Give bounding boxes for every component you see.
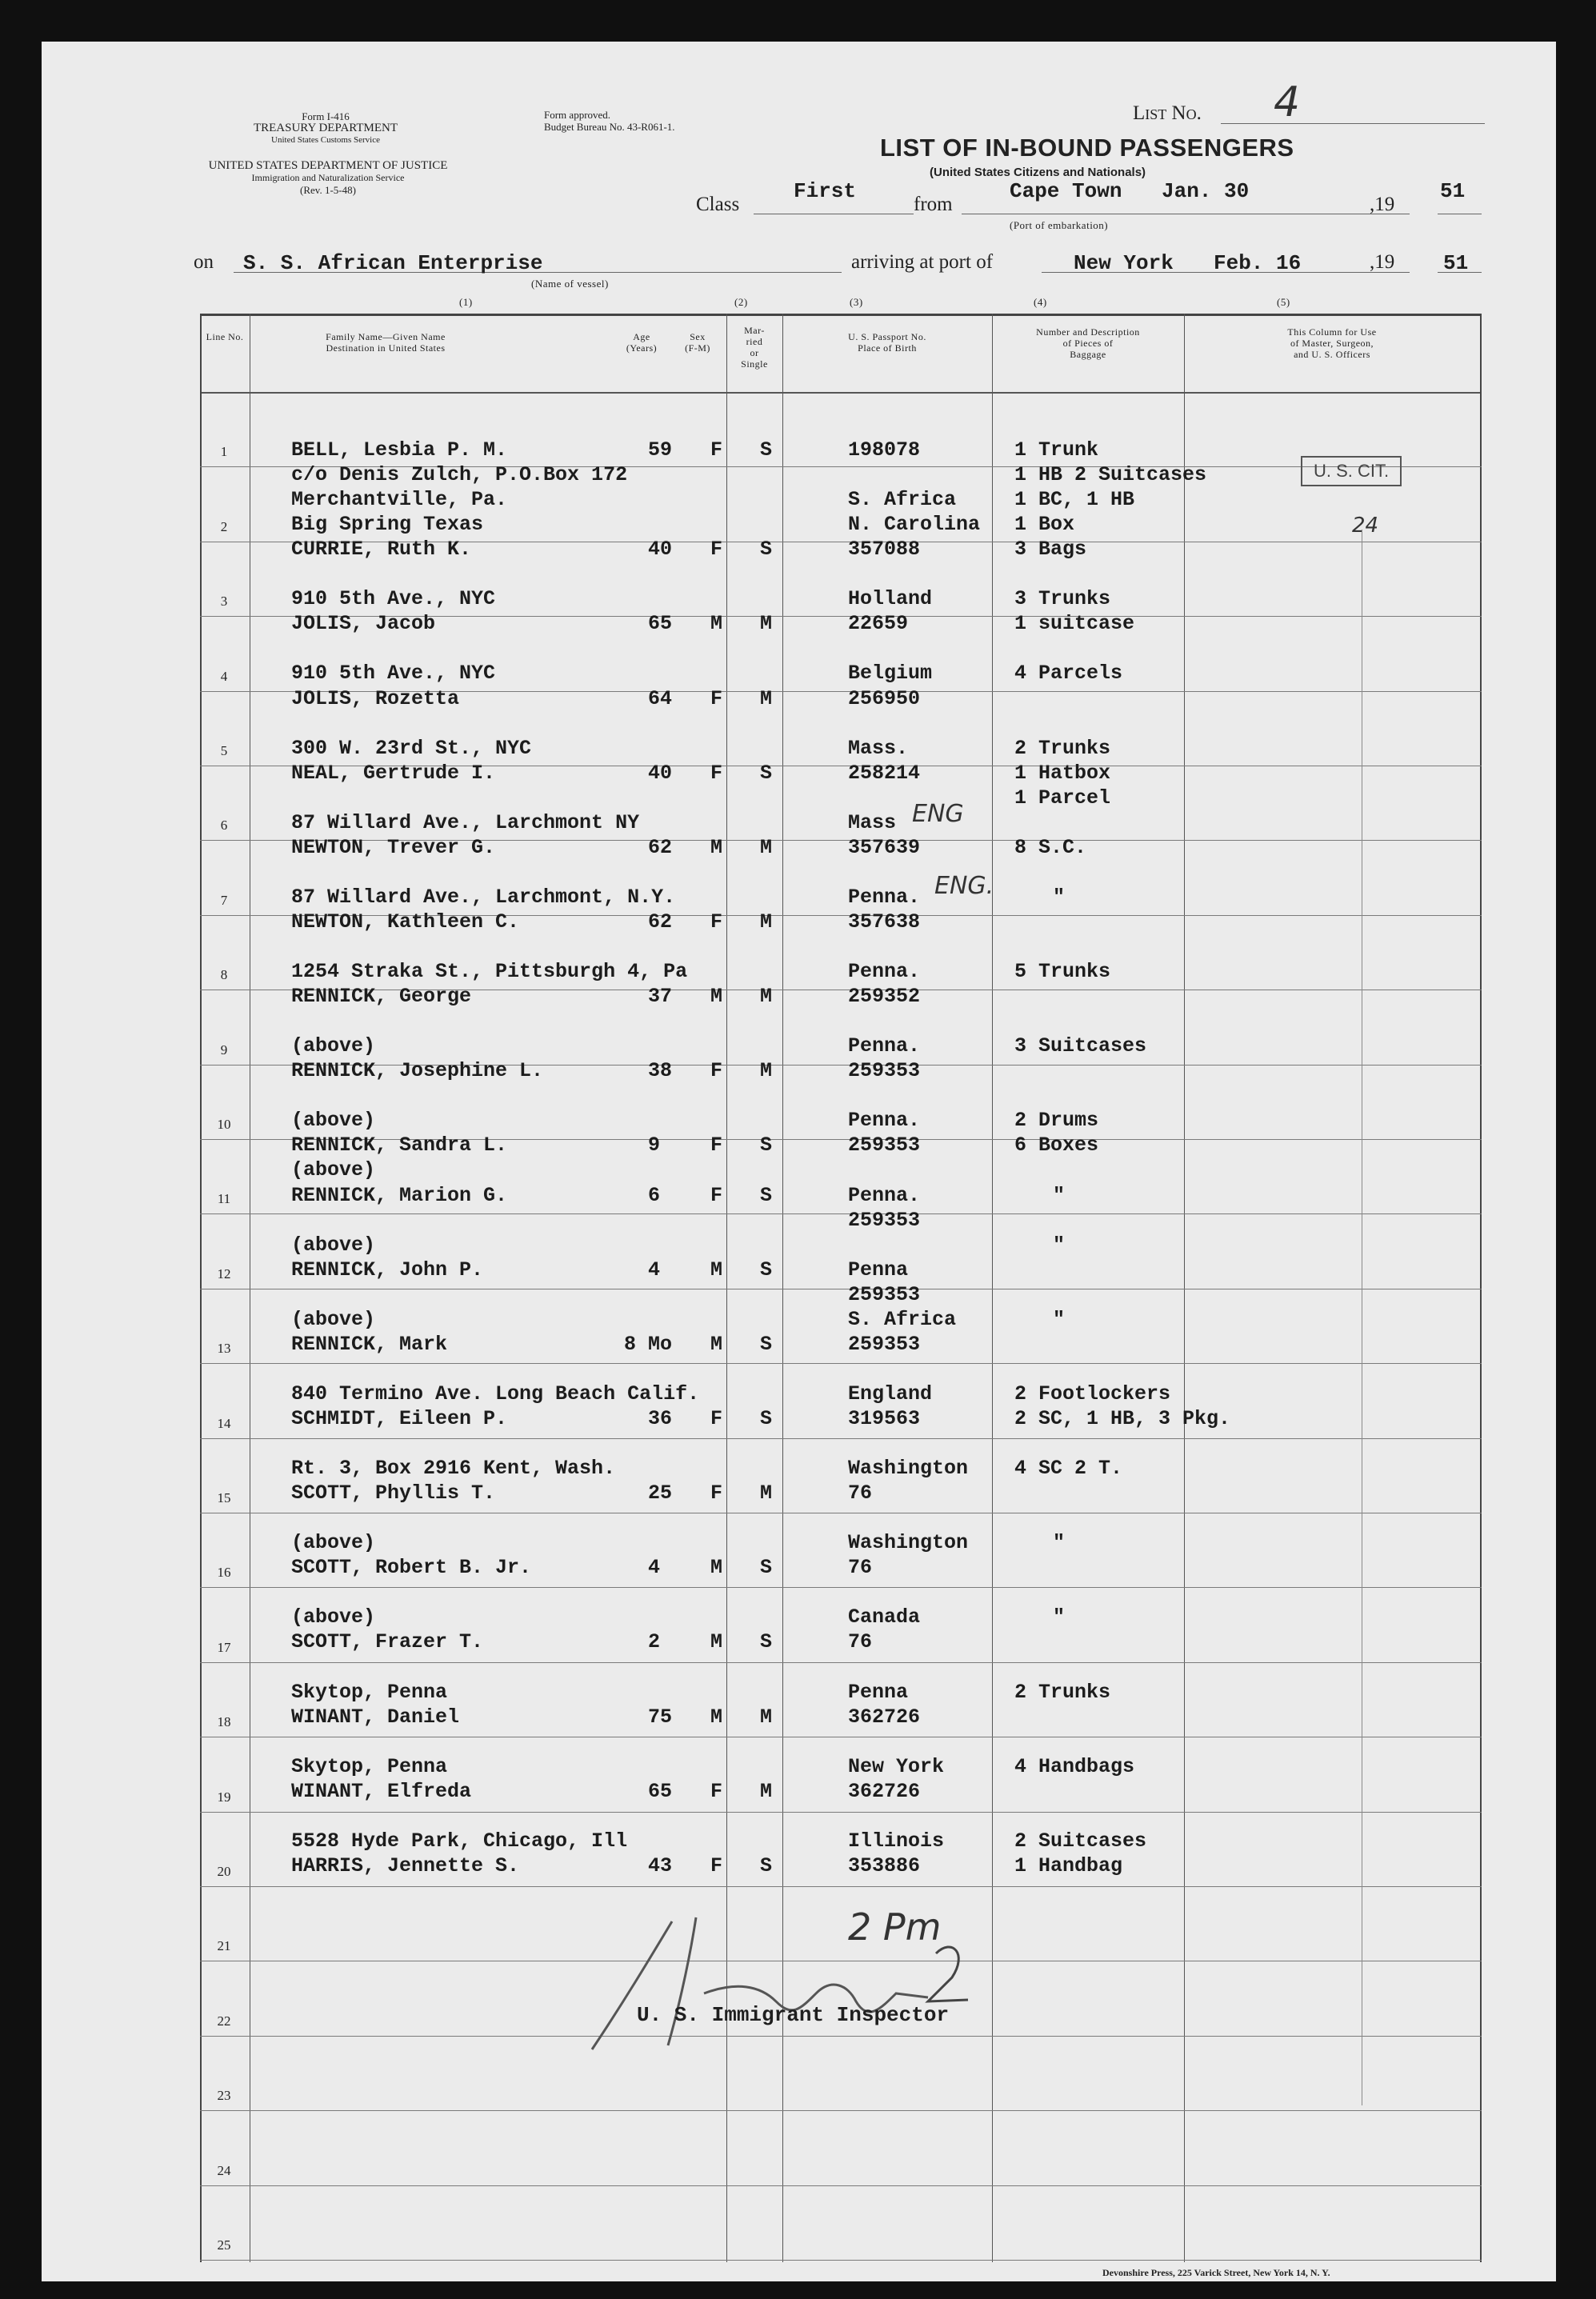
destination: (above): [291, 1109, 376, 1133]
passport-or-birthplace: Holland: [848, 587, 933, 611]
col-header-passport-2: Place of Birth: [858, 342, 917, 354]
line-number: 16: [217, 1565, 231, 1581]
marital-status: M: [760, 1059, 773, 1083]
row-divider: [200, 1662, 1482, 1663]
baggage-item: 2 SC, 1 HB, 3 Pkg.: [1014, 1406, 1231, 1430]
sex: M: [710, 1705, 723, 1729]
departure-year-prefix: ,19: [1370, 194, 1395, 215]
baggage-item: 1 suitcase: [1014, 612, 1135, 636]
destination: 300 W. 23rd St., NYC: [291, 736, 532, 760]
header-bottom-border: [200, 392, 1482, 394]
passport-number: 76: [848, 1630, 873, 1654]
sex: F: [710, 1183, 723, 1207]
marital-status: S: [760, 438, 773, 462]
passenger-name: NEWTON, Kathleen C.: [291, 910, 520, 934]
sex: F: [710, 1481, 723, 1505]
col-header-married-1: Mar-: [744, 325, 765, 336]
baggage-item: 3 Suitcases: [1014, 1034, 1147, 1058]
col-header-age: [616, 331, 667, 354]
sex: F: [710, 1059, 723, 1083]
baggage-item: 1 HB 2 Suitcases: [1014, 463, 1207, 487]
line-number: 7: [220, 892, 228, 908]
page-subtitle: (United States Citizens and Nationals): [930, 166, 1146, 179]
arrival-year: 51: [1443, 251, 1469, 275]
line-number: 4: [220, 668, 228, 684]
treasury-dept: TREASURY DEPARTMENT: [253, 122, 398, 134]
baggage-item: 3 Trunks: [1014, 587, 1111, 611]
age: 2: [648, 1630, 661, 1654]
marital-status: M: [760, 1779, 773, 1803]
col-header-baggage: [992, 326, 1184, 360]
age: 64: [648, 686, 673, 710]
line-number: 19: [217, 1789, 231, 1805]
table-top-border: [200, 314, 1482, 316]
passenger-name: WINANT, Elfreda: [291, 1779, 472, 1803]
col-header-name-2: Destination in United States: [326, 342, 446, 354]
passenger-name: JOLIS, Jacob: [291, 612, 436, 636]
age: 38: [648, 1059, 673, 1083]
col-header-officers-2: of Master, Surgeon,: [1290, 338, 1374, 349]
baggage-item: 2 Trunks: [1014, 736, 1111, 760]
col-header-married-2: ried: [746, 336, 763, 347]
baggage-item: 6 Boxes: [1014, 1134, 1099, 1157]
passenger-name: BELL, Lesbia P. M.: [291, 438, 508, 462]
line-number: 8: [220, 967, 228, 983]
line-number: 24: [217, 2162, 231, 2178]
form-id-block: [194, 110, 458, 146]
marital-status: M: [760, 910, 773, 934]
passport-or-birthplace: Washington: [848, 1457, 969, 1481]
form-approval: [544, 109, 675, 133]
vessel-caption: (Name of vessel): [531, 278, 609, 290]
sex: F: [710, 1779, 723, 1803]
baggage-item: ": [1053, 1307, 1066, 1331]
sex: F: [710, 1853, 723, 1877]
passport-number: 357638: [848, 910, 921, 934]
col-header-sex-1: Sex: [690, 331, 706, 342]
sex: M: [710, 1556, 723, 1580]
marital-status: M: [760, 1705, 773, 1729]
sex: F: [710, 1406, 723, 1430]
line-number: 9: [220, 1042, 228, 1058]
age: 65: [648, 612, 673, 636]
line-number: 1: [220, 444, 228, 460]
marital-status: M: [760, 612, 773, 636]
destination: Rt. 3, Box 2916 Kent, Wash.: [291, 1457, 616, 1481]
line-number: 14: [217, 1415, 231, 1431]
passenger-name: NEAL, Gertrude I.: [291, 761, 496, 785]
destination: (above): [291, 1034, 376, 1058]
marital-status: M: [760, 985, 773, 1009]
sex: M: [710, 1332, 723, 1356]
on-label: on: [194, 251, 214, 273]
passport-or-birthplace: Belgium: [848, 662, 933, 686]
signature-note: 2 Pm: [848, 1905, 942, 1949]
line-number: 25: [217, 2237, 231, 2253]
age: 40: [648, 538, 673, 562]
destination: 910 5th Ave., NYC: [291, 587, 496, 611]
row-divider: [200, 2260, 1482, 2261]
marital-status: M: [760, 686, 773, 710]
line-number: 10: [217, 1117, 231, 1132]
passenger-name: CURRIE, Ruth K.: [291, 538, 472, 562]
eng-correction-1: ENG: [912, 800, 964, 828]
passenger-name: RENNICK, John P.: [291, 1257, 484, 1281]
age: 62: [648, 910, 673, 934]
passenger-name: SCOTT, Robert B. Jr.: [291, 1556, 532, 1580]
line-number: 18: [217, 1714, 231, 1730]
line-number: 17: [217, 1639, 231, 1655]
ins-service: Immigration and Naturalization Service: [251, 172, 405, 183]
sex: M: [710, 1257, 723, 1281]
passport-number: 256950: [848, 686, 921, 710]
line-number: 2: [220, 518, 228, 534]
sex: F: [710, 686, 723, 710]
passenger-name: WINANT, Daniel: [291, 1705, 460, 1729]
destination: (above): [291, 1307, 376, 1331]
destination: Skytop, Penna: [291, 1754, 448, 1778]
list-number-value: 4: [1274, 78, 1301, 126]
destination: 87 Willard Ave., Larchmont NY: [291, 810, 640, 834]
line-number: 5: [220, 743, 228, 758]
col-header-line-no: [200, 331, 250, 342]
baggage-item: 2 Suitcases: [1014, 1829, 1147, 1853]
col-header-baggage-3: Baggage: [1070, 349, 1106, 360]
line-number: 23: [217, 2088, 231, 2104]
list-number-label: List No.: [1133, 102, 1202, 124]
passport-or-birthplace: England: [848, 1381, 933, 1405]
col-header-married: [726, 325, 782, 370]
age: 36: [648, 1406, 673, 1430]
row-divider: [200, 2185, 1482, 2186]
col-header-sex-2: (F-M): [685, 342, 710, 354]
justice-dept: UNITED STATES DEPARTMENT OF JUSTICE: [208, 159, 448, 172]
baggage-item: ": [1053, 1605, 1066, 1629]
destination: Skytop, Penna: [291, 1680, 448, 1704]
col-header-married-3: or: [750, 347, 759, 358]
sex: F: [710, 538, 723, 562]
passport-number: 259353: [848, 1332, 921, 1356]
passport-number: 357639: [848, 835, 921, 859]
col-header-name: [250, 331, 522, 354]
arriving-label: arriving at port of: [851, 251, 994, 273]
passport-or-birthplace: Illinois: [848, 1829, 945, 1853]
col-header-baggage-2: of Pieces of: [1062, 338, 1114, 349]
passport-or-birthplace: Penna.: [848, 960, 921, 984]
passport-or-birthplace: Penna: [848, 1257, 909, 1281]
passport-or-birthplace: 198078: [848, 438, 921, 462]
stamp-note: 24: [1352, 514, 1379, 538]
col-header-passport: [782, 331, 992, 354]
baggage-item: 1 BC, 1 HB: [1014, 488, 1135, 512]
baggage-item: ": [1053, 1531, 1066, 1555]
inspector-title: U. S. Immigrant Inspector: [637, 2003, 950, 2027]
sex: F: [710, 1134, 723, 1157]
age: 37: [648, 985, 673, 1009]
col-header-officers-3: and U. S. Officers: [1294, 349, 1370, 360]
sex: M: [710, 612, 723, 636]
passport-or-birthplace: Penna: [848, 1680, 909, 1704]
passenger-name: RENNICK, Josephine L.: [291, 1059, 544, 1083]
age: 65: [648, 1779, 673, 1803]
destination: (above): [291, 1158, 376, 1182]
destination: (above): [291, 1605, 376, 1629]
baggage-item: 1 Hatbox: [1014, 761, 1111, 785]
col-header-baggage-1: Number and Description: [1036, 326, 1140, 338]
baggage-item: 5 Trunks: [1014, 960, 1111, 984]
passport-or-birthplace: Penna.: [848, 1183, 921, 1207]
passport-number: 259353: [848, 1208, 921, 1232]
passenger-name: NEWTON, Trever G.: [291, 835, 496, 859]
destination: 910 5th Ave., NYC: [291, 662, 496, 686]
marital-status: M: [760, 1481, 773, 1505]
sex: F: [710, 761, 723, 785]
baggage-item: 1 Handbag: [1014, 1853, 1123, 1877]
departure-date: Jan. 30: [1162, 179, 1250, 203]
page-title: LIST OF IN-BOUND PASSENGERS: [880, 134, 1294, 162]
destination: 1254 Straka St., Pittsburgh 4, Pa: [291, 960, 688, 984]
baggage-item: 4 Parcels: [1014, 662, 1123, 686]
age: 40: [648, 761, 673, 785]
age: 62: [648, 835, 673, 859]
passport-number: 362726: [848, 1705, 921, 1729]
class-label: Class: [696, 194, 740, 215]
marital-status: S: [760, 1406, 773, 1430]
age: 25: [648, 1481, 673, 1505]
baggage-item: ": [1053, 1233, 1066, 1257]
line-number: 11: [217, 1191, 231, 1207]
passenger-name: SCOTT, Phyllis T.: [291, 1481, 496, 1505]
destination: 5528 Hyde Park, Chicago, Ill: [291, 1829, 628, 1853]
baggage-item: 1 Box: [1014, 513, 1075, 537]
passport-number: 76: [848, 1481, 873, 1505]
port-embark-caption: (Port of embarkation): [1010, 219, 1109, 231]
from-label: from: [914, 194, 953, 215]
age: 4: [648, 1257, 661, 1281]
form-approved: Form approved.: [544, 109, 611, 121]
marital-status: S: [760, 761, 773, 785]
eng-correction-2: ENG.: [934, 872, 994, 900]
passport-or-birthplace: S. Africa: [848, 1307, 957, 1331]
passport-or-birthplace: Penna.: [848, 885, 921, 909]
row-divider: [200, 1363, 1482, 1364]
passport-number: 259353: [848, 1134, 921, 1157]
baggage-item: ": [1053, 1183, 1066, 1207]
passport-or-birthplace: Washington: [848, 1531, 969, 1555]
row-divider: [200, 1438, 1482, 1439]
col-header-age-2: (Years): [626, 342, 658, 354]
baggage-item: 2 Footlockers: [1014, 1381, 1171, 1405]
destination: 87 Willard Ave., Larchmont, N.Y.: [291, 885, 676, 909]
destination: Merchantville, Pa.: [291, 488, 508, 512]
passport-number: 76: [848, 1556, 873, 1580]
departure-year: 51: [1440, 179, 1466, 203]
passport-number: 259353: [848, 1059, 921, 1083]
destination: c/o Denis Zulch, P.O.Box 172: [291, 463, 628, 487]
passport-or-birthplace: Canada: [848, 1605, 921, 1629]
passport-number: 258214: [848, 761, 921, 785]
passenger-name: HARRIS, Jennette S.: [291, 1853, 520, 1877]
sex: F: [710, 910, 723, 934]
line-number: 6: [220, 818, 228, 834]
destination: 840 Termino Ave. Long Beach Calif.: [291, 1381, 700, 1405]
destination: (above): [291, 1531, 376, 1555]
baggage-item: 4 SC 2 T.: [1014, 1457, 1123, 1481]
marital-status: S: [760, 1257, 773, 1281]
col-header-sex: [670, 331, 725, 354]
embark-port: Cape Town: [1010, 179, 1122, 203]
customs-service: United States Customs Service: [271, 135, 380, 145]
marital-status: S: [760, 1332, 773, 1356]
passenger-name: RENNICK, Sandra L.: [291, 1134, 508, 1157]
sex: M: [710, 985, 723, 1009]
justice-block: [192, 160, 464, 196]
line-number: 15: [217, 1490, 231, 1505]
passport-number: 259352: [848, 985, 921, 1009]
age: 9: [648, 1134, 661, 1157]
sex: M: [710, 1630, 723, 1654]
line-number: 12: [217, 1265, 231, 1281]
row-divider: [200, 2110, 1482, 2111]
baggage-item: 2 Trunks: [1014, 1680, 1111, 1704]
passport-or-birthplace: S. Africa: [848, 488, 957, 512]
age: 8 Mo: [624, 1332, 673, 1356]
col-num-2: (2): [734, 296, 748, 308]
baggage-item: 1 Parcel: [1014, 786, 1111, 810]
form-number: Form I-416: [302, 110, 350, 122]
baggage-item: 3 Bags: [1014, 538, 1087, 562]
passport-number: 357088: [848, 538, 921, 562]
col-header-passport-1: U. S. Passport No.: [848, 331, 926, 342]
row-divider: [200, 1587, 1482, 1588]
printer-imprint: Devonshire Press, 225 Varick Street, New York 14, N. Y.: [1102, 2267, 1330, 2278]
col-num-5: (5): [1277, 296, 1290, 308]
passport-number: 353886: [848, 1853, 921, 1877]
baggage-item: ": [1053, 885, 1066, 909]
us-citizen-stamp: U. S. CIT.: [1301, 456, 1402, 486]
marital-status: S: [760, 1183, 773, 1207]
class-value: First: [794, 179, 857, 203]
destination: (above): [291, 1233, 376, 1257]
marital-status: S: [760, 1556, 773, 1580]
passport-number: 319563: [848, 1406, 921, 1430]
arrival-date: Feb. 16: [1214, 251, 1302, 275]
col-header-officers: [1184, 326, 1480, 360]
line-number: 13: [217, 1341, 231, 1357]
arrival-port: New York: [1074, 251, 1174, 275]
col-num-1: (1): [459, 296, 473, 308]
line-number: 20: [217, 1864, 231, 1879]
age: 6: [648, 1183, 661, 1207]
baggage-item: 2 Drums: [1014, 1109, 1099, 1133]
destination: Big Spring Texas: [291, 513, 484, 537]
passenger-name: RENNICK, George: [291, 985, 472, 1009]
row-divider: [200, 1812, 1482, 1813]
line-number: 22: [217, 2013, 231, 2029]
marital-status: S: [760, 1134, 773, 1157]
manifest-sheet: [42, 42, 1556, 2281]
col-header-name-1: Family Name—Given Name: [326, 331, 446, 342]
passport-or-birthplace: Mass.: [848, 736, 909, 760]
sex: M: [710, 835, 723, 859]
marital-status: M: [760, 835, 773, 859]
sex: F: [710, 438, 723, 462]
passport-number: 362726: [848, 1779, 921, 1803]
col-header-officers-1: This Column for Use: [1287, 326, 1377, 338]
passport-or-birthplace: New York: [848, 1754, 945, 1778]
col-header-line-text: Line No.: [206, 331, 244, 342]
arrival-year-prefix: ,19: [1370, 251, 1395, 273]
baggage-item: 1 Trunk: [1014, 438, 1099, 462]
col-header-age-1: Age: [633, 331, 650, 342]
col-num-3: (3): [850, 296, 863, 308]
row-divider: [200, 1213, 1482, 1214]
list-number-line: [1221, 123, 1485, 124]
marital-status: S: [760, 1630, 773, 1654]
passport-or-birthplace: N. Carolina: [848, 513, 981, 537]
age: 59: [648, 438, 673, 462]
marital-status: S: [760, 1853, 773, 1877]
line-number: 21: [217, 1938, 231, 1954]
age: 4: [648, 1556, 661, 1580]
baggage-item: 4 Handbags: [1014, 1754, 1135, 1778]
vessel-name: S. S. African Enterprise: [243, 251, 543, 275]
row-divider: [200, 1886, 1482, 1887]
passenger-name: SCHMIDT, Eileen P.: [291, 1406, 508, 1430]
passenger-name: JOLIS, Rozetta: [291, 686, 460, 710]
passport-or-birthplace: Mass: [848, 810, 897, 834]
passenger-name: RENNICK, Marion G.: [291, 1183, 508, 1207]
form-revision: (Rev. 1-5-48): [300, 184, 356, 196]
budget-bureau: Budget Bureau No. 43-R061-1.: [544, 121, 675, 133]
passport-or-birthplace: Penna.: [848, 1109, 921, 1133]
passenger-name: RENNICK, Mark: [291, 1332, 448, 1356]
passport-number: 22659: [848, 612, 909, 636]
age: 75: [648, 1705, 673, 1729]
age: 43: [648, 1853, 673, 1877]
passport-or-birthplace: Penna.: [848, 1034, 921, 1058]
passenger-table: [200, 314, 1482, 2262]
marital-status: S: [760, 538, 773, 562]
col-num-4: (4): [1034, 296, 1047, 308]
col-header-married-4: Single: [741, 358, 768, 370]
line-number: 3: [220, 594, 228, 610]
passenger-name: SCOTT, Frazer T.: [291, 1630, 484, 1654]
baggage-item: 8 S.C.: [1014, 835, 1087, 859]
passport-number: 259353: [848, 1282, 921, 1306]
